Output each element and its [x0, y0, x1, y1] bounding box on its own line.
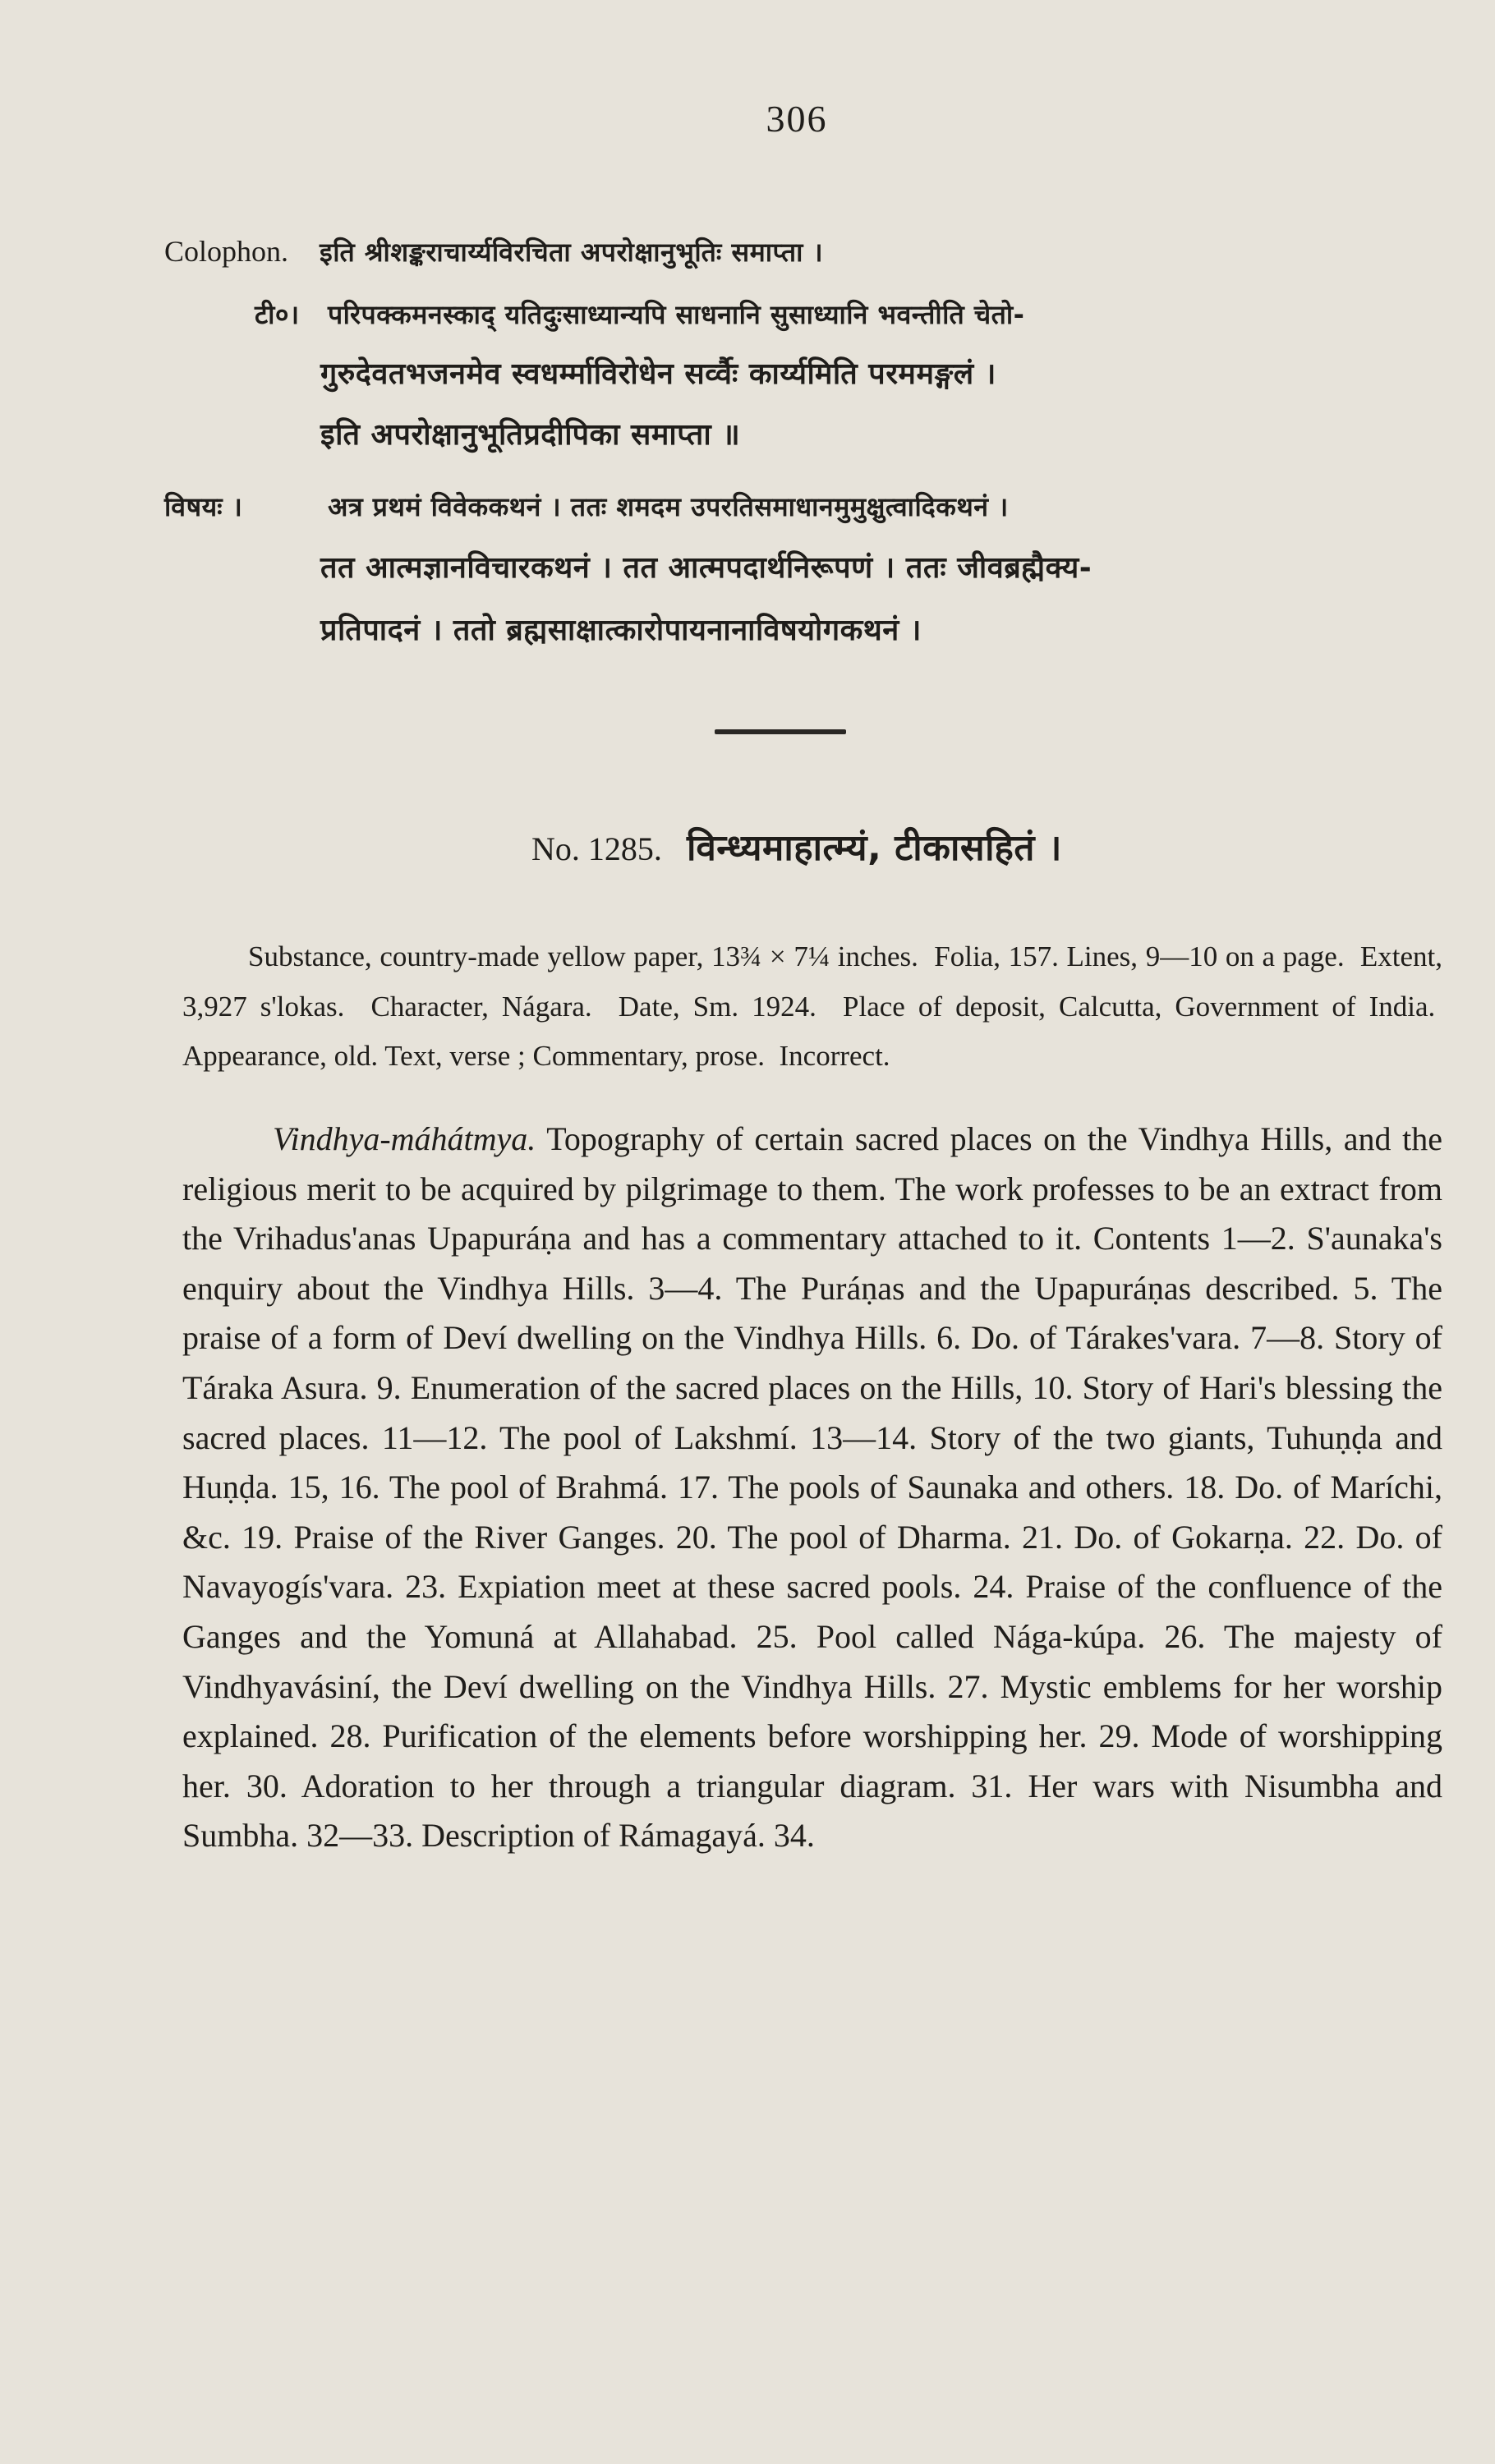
desc-place: Place of deposit, Calcutta, Government of India. [843, 990, 1436, 1023]
desc-correctness: Incorrect. [779, 1040, 890, 1072]
desc-substance: Substance, country-made yellow paper, 13¾ × 7¼ inches. [248, 940, 918, 972]
work-summary [182, 1115, 1442, 1861]
commentary-line-3: इति अपरोक्षानुभूतिप्रदीपिका समाप्ता ॥ [320, 418, 741, 452]
commentary-line-2: गुरुदेवतभजनमेव स्वधर्म्माविरोधेन सर्व्वैः कार्य्यमिति परममङ्गलं । [320, 357, 996, 391]
commentary-label: टी०। [255, 299, 300, 330]
entry-heading [0, 821, 1495, 871]
colophon-row [164, 222, 1446, 282]
page-number: 306 [766, 98, 828, 140]
contents-line-1: अत्र प्रथमं विवेककथनं । ततः शमदम उपरतिसमाधानमुमुक्षुत्वादिकथनं । [328, 491, 1009, 522]
manuscript-description [182, 932, 1442, 1082]
contents-line-3: प्रतिपादनं । ततो ब्रह्मसाक्षात्कारोपायनानाविषयोगकथनं । [320, 614, 922, 647]
desc-folia: Folia, 157. [934, 940, 1059, 972]
desc-character: Character, Nágara. [370, 990, 592, 1023]
desc-extent: Extent, 3,927 s'lokas. [182, 940, 1443, 1023]
entry-number: No. 1285. [531, 830, 662, 867]
contents-row-1 [164, 476, 1446, 536]
commentary-line-1: परिपक्कमनस्काद् यतिदुःसाध्यान्यपि साधनानि सुसाध्यानि भवन्तीति चेतो- [328, 299, 1025, 330]
desc-date: Sm. 1924. [692, 990, 816, 1023]
commentary-row-1 [255, 284, 1495, 344]
desc-lines: Lines, 9—10 on a page. [1066, 940, 1345, 972]
colophon-label: Colophon. [164, 235, 289, 268]
section-divider [715, 729, 846, 734]
work-title: Vindhya-máhátmya. [273, 1120, 536, 1157]
entry-title-sanskrit: विन्ध्यमाहात्म्यं, टीकासहितं । [686, 827, 1062, 869]
contents-label: विषयः । [164, 491, 243, 522]
work-summary-text: Topography of certain sacred places on the Vindhya Hills, and the religious merit to be acquired by pilgrimage to them. The work professes to be an extract from the Vrihadus'anas Upapuráṇa and has a commentary attached to it. Contents 1—2. S'aunaka's enquiry about the Vindhya Hills. 3—4. The Puráṇas and the Upapuráṇas described. 5. The praise of a form of Deví dwelling on the Vindhya Hills. 6. Do. of Tárakes'vara. 7—8. Story of Táraka Asura. 9. Enumeration of the sacred places on the Hills, 10. Story of Hari's blessing the sacred places. 11—12. The pool of Lakshmí. 13—14. Story of the two giants, Tuhuṇḍa and Huṇḍa. 15, 16. The pool of Brahmá. 17. The pools of Saunaka and others. 18. Do. of Maríchi, &c. 19. Praise of the River Ganges. 20. The pool of Dharma. 21. Do. of Gokarṇa. 22. Do. of Navayogís'vara. 23. Expiation meet at these sacred pools. 24. Praise of the confluence of the Ganges and the Yomuná at Allahabad. 25. Pool called Nága-kúpa. 26. The majesty of Vindhyavásiní, the Deví dwelling on the Vindhya Hills. 27. Mystic emblems for her worship explained. 28. Purification of the elements before worshipping her. 29. Mode of worshipping her. 30. Adoration to her through a triangular diagram. 31. Her wars with Nisumbha and Sumbha. 32—33. Description of Rámagayá. 34. [182, 1120, 1443, 1855]
desc-date-label: Date, [618, 990, 680, 1023]
contents-line-2: तत आत्मज्ञानविचारकथनं । तत आत्मपदार्थनिरूपणं । ततः जीवब्रह्मैक्य- [320, 551, 1092, 585]
desc-appearance: Appearance, old. [182, 1040, 379, 1072]
desc-text-type: Text, verse ; Commentary, prose. [384, 1040, 766, 1072]
colophon-text: इति श्रीशङ्कराचार्य्यविरचिता अपरोक्षानुभूतिः समाप्ता । [320, 237, 824, 268]
